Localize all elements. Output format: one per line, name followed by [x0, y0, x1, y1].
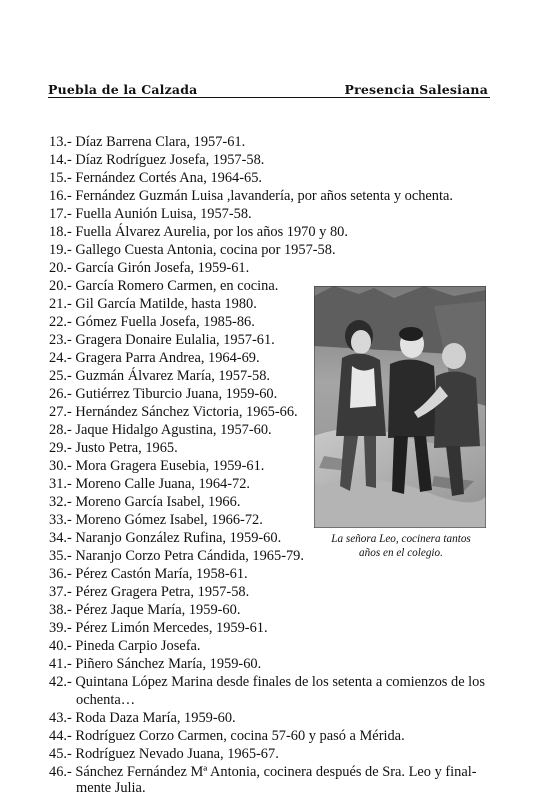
- header-right-title: Presencia Salesiana: [344, 82, 488, 97]
- list-item: 46.- Sánchez Fernández Mª Antonia, cocinera después de Sra. Leo y final-: [49, 764, 477, 780]
- list-item: 32.- Moreno García Isabel, 1966.: [49, 494, 241, 510]
- list-item: 13.- Díaz Barrena Clara, 1957-61.: [49, 134, 246, 150]
- caption-line: La señora Leo, cocinera tantos: [331, 533, 471, 545]
- list-item: 20.- García Romero Carmen, en cocina.: [49, 278, 279, 294]
- list-item: 33.- Moreno Gómez Isabel, 1966-72.: [49, 512, 263, 528]
- list-item: 40.- Pineda Carpio Josefa.: [49, 638, 201, 654]
- list-item: 30.- Mora Gragera Eusebia, 1959-61.: [49, 458, 265, 474]
- header-left-title: Puebla de la Calzada: [48, 82, 198, 97]
- list-item: 39.- Pérez Limón Mercedes, 1959-61.: [49, 620, 268, 636]
- list-item: 16.- Fernández Guzmán Luisa ,lavandería, por años setenta y ochenta.: [49, 188, 453, 204]
- list-item: 18.- Fuella Álvarez Aurelia, por los años 1970 y 80.: [49, 224, 348, 240]
- list-item: 34.- Naranjo González Rufina, 1959-60.: [49, 530, 282, 546]
- list-item: 45.- Rodríguez Nevado Juana, 1965-67.: [49, 746, 279, 762]
- list-item: 17.- Fuella Aunión Luisa, 1957-58.: [49, 206, 252, 222]
- list-item: 43.- Roda Daza María, 1959-60.: [49, 710, 236, 726]
- list-item: 35.- Naranjo Corzo Petra Cándida, 1965-79.: [49, 548, 304, 564]
- list-item: 27.- Hernández Sánchez Victoria, 1965-66.: [49, 404, 298, 420]
- list-item: 38.- Pérez Jaque María, 1959-60.: [49, 602, 241, 618]
- list-item: 19.- Gallego Cuesta Antonia, cocina por 1957-58.: [49, 242, 336, 258]
- list-item: 37.- Pérez Gragera Petra, 1957-58.: [49, 584, 250, 600]
- list-item-continuation: ochenta…: [76, 692, 136, 708]
- list-item: 26.- Gutiérrez Tiburcio Juana, 1959-60.: [49, 386, 278, 402]
- list-item: 22.- Gómez Fuella Josefa, 1985-86.: [49, 314, 255, 330]
- list-item: 41.- Piñero Sánchez María, 1959-60.: [49, 656, 262, 672]
- list-item: 14.- Díaz Rodríguez Josefa, 1957-58.: [49, 152, 265, 168]
- photo-caption: [312, 532, 490, 560]
- list-item: 24.- Gragera Parra Andrea, 1964-69.: [49, 350, 260, 366]
- list-item: 36.- Pérez Castón María, 1958-61.: [49, 566, 248, 582]
- list-item: 15.- Fernández Cortés Ana, 1964-65.: [49, 170, 263, 186]
- list-item: 42.- Quintana López Marina desde finales de los setenta a comienzos de los: [49, 674, 485, 690]
- list-item: 44.- Rodríguez Corzo Carmen, cocina 57-60 y pasó a Mérida.: [49, 728, 405, 744]
- list-item: 25.- Guzmán Álvarez María, 1957-58.: [49, 368, 270, 384]
- list-item: 29.- Justo Petra, 1965.: [49, 440, 178, 456]
- list-item: 20.- García Girón Josefa, 1959-61.: [49, 260, 250, 276]
- list-item-continuation: mente Julia.: [76, 780, 146, 796]
- list-item: 28.- Jaque Hidalgo Agustina, 1957-60.: [49, 422, 272, 438]
- list-item: 23.- Gragera Donaire Eulalia, 1957-61.: [49, 332, 275, 348]
- list-item: 31.- Moreno Calle Juana, 1964-72.: [49, 476, 251, 492]
- header-rule: [48, 97, 490, 98]
- caption-line: años en el colegio.: [359, 547, 443, 559]
- photo-cook-and-women: [314, 286, 486, 528]
- list-item: 21.- Gil García Matilde, hasta 1980.: [49, 296, 257, 312]
